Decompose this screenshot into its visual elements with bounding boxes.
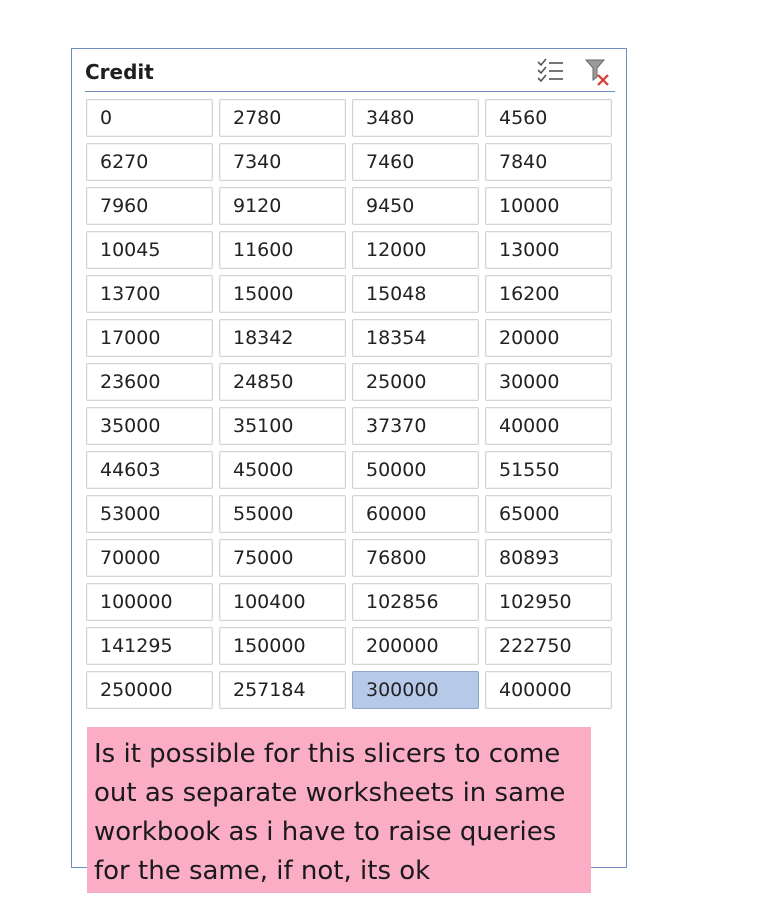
slicer-item[interactable]: 10000 <box>485 187 612 225</box>
slicer-item[interactable]: 30000 <box>485 363 612 401</box>
slicer-item[interactable]: 6270 <box>86 143 213 181</box>
slicer-item[interactable]: 0 <box>86 99 213 137</box>
slicer-item[interactable]: 9450 <box>352 187 479 225</box>
slicer-item[interactable]: 150000 <box>219 627 346 665</box>
slicer-item[interactable]: 300000 <box>352 671 479 709</box>
note-text: Is it possible for this slicers to come out as separate worksheets in same workbook as i have to raise queries for the same, if not, its ok <box>94 739 566 886</box>
multi-select-icon[interactable] <box>535 57 565 87</box>
slicer-item[interactable]: 250000 <box>86 671 213 709</box>
slicer-item[interactable]: 17000 <box>86 319 213 357</box>
slicer-item[interactable]: 70000 <box>86 539 213 577</box>
slicer-item[interactable]: 35000 <box>86 407 213 445</box>
slicer-item[interactable]: 65000 <box>485 495 612 533</box>
slicer-item[interactable]: 7840 <box>485 143 612 181</box>
slicer-item[interactable]: 23600 <box>86 363 213 401</box>
slicer-item[interactable]: 55000 <box>219 495 346 533</box>
slicer-item[interactable]: 25000 <box>352 363 479 401</box>
slicer-item[interactable]: 12000 <box>352 231 479 269</box>
slicer-item[interactable]: 141295 <box>86 627 213 665</box>
slicer-item[interactable]: 20000 <box>485 319 612 357</box>
slicer-item[interactable]: 45000 <box>219 451 346 489</box>
slicer-item[interactable]: 53000 <box>86 495 213 533</box>
slicer-item[interactable]: 7960 <box>86 187 213 225</box>
slicer-item[interactable]: 13700 <box>86 275 213 313</box>
slicer-header <box>85 57 615 92</box>
slicer-item[interactable]: 40000 <box>485 407 612 445</box>
slicer-item[interactable]: 75000 <box>219 539 346 577</box>
slicer-item[interactable]: 4560 <box>485 99 612 137</box>
slicer-item[interactable]: 11600 <box>219 231 346 269</box>
slicer-item[interactable]: 15000 <box>219 275 346 313</box>
slicer-item[interactable]: 35100 <box>219 407 346 445</box>
slicer-item[interactable]: 2780 <box>219 99 346 137</box>
slicer-item[interactable]: 257184 <box>219 671 346 709</box>
slicer-item[interactable]: 7460 <box>352 143 479 181</box>
slicer-item[interactable]: 15048 <box>352 275 479 313</box>
clear-filter-icon[interactable] <box>583 57 613 87</box>
slicer-item[interactable]: 200000 <box>352 627 479 665</box>
slicer-item[interactable]: 76800 <box>352 539 479 577</box>
slicer-item[interactable]: 18354 <box>352 319 479 357</box>
slicer-item[interactable]: 3480 <box>352 99 479 137</box>
slicer-item-grid <box>86 99 614 709</box>
slicer-item[interactable]: 60000 <box>352 495 479 533</box>
slicer-item[interactable]: 7340 <box>219 143 346 181</box>
slicer-item[interactable]: 37370 <box>352 407 479 445</box>
slicer-item[interactable]: 18342 <box>219 319 346 357</box>
slicer-item[interactable]: 400000 <box>485 671 612 709</box>
slicer-item[interactable]: 13000 <box>485 231 612 269</box>
slicer-item[interactable]: 24850 <box>219 363 346 401</box>
slicer-item[interactable]: 51550 <box>485 451 612 489</box>
slicer-item[interactable]: 50000 <box>352 451 479 489</box>
slicer-item[interactable]: 44603 <box>86 451 213 489</box>
slicer-item[interactable]: 100400 <box>219 583 346 621</box>
slicer-item[interactable]: 80893 <box>485 539 612 577</box>
note-box <box>87 727 591 893</box>
slicer-item[interactable]: 9120 <box>219 187 346 225</box>
slicer-item[interactable]: 16200 <box>485 275 612 313</box>
slicer-item[interactable]: 102950 <box>485 583 612 621</box>
slicer-item[interactable]: 222750 <box>485 627 612 665</box>
slicer-item[interactable]: 100000 <box>86 583 213 621</box>
slicer-title: Credit <box>85 60 154 84</box>
slicer-item[interactable]: 102856 <box>352 583 479 621</box>
slicer-item[interactable]: 10045 <box>86 231 213 269</box>
